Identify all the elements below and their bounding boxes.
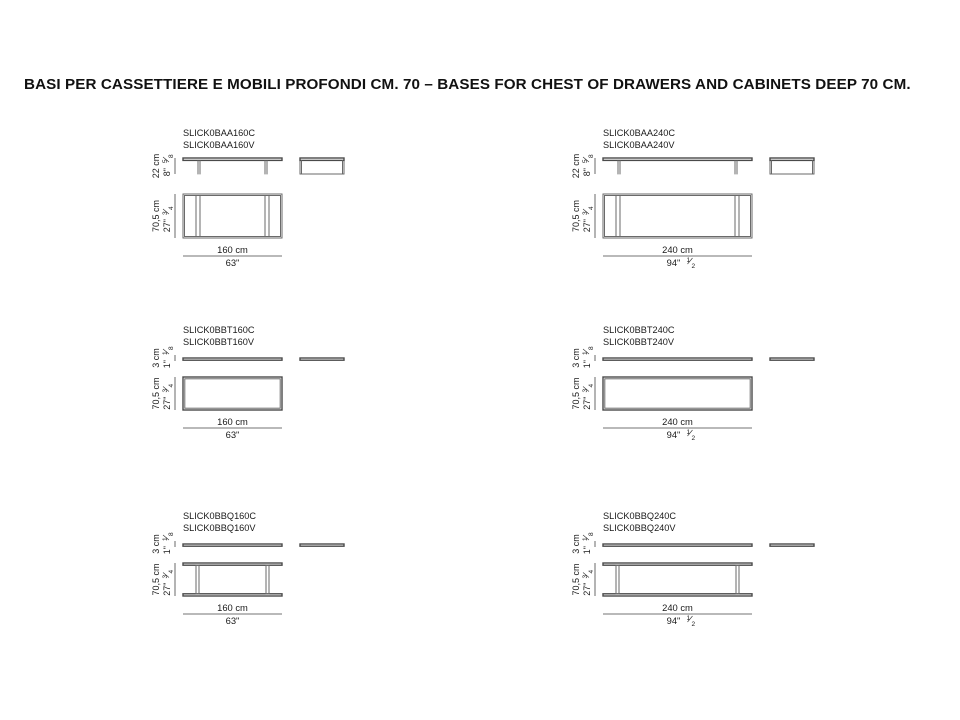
height-fraction-den: 8 — [168, 154, 175, 158]
depth-fraction-num: 3 — [162, 388, 169, 393]
product-code: SLICK0BBQ240V — [603, 523, 676, 533]
height-fraction-den: 8 — [588, 532, 595, 536]
width-fraction-num: 1 — [686, 257, 691, 264]
width-fraction-num: 1 — [686, 429, 691, 436]
product-code: SLICK0BBQ160C — [183, 511, 257, 521]
height-fraction — [162, 532, 175, 541]
base-drawing-2 — [571, 128, 814, 270]
plan-leg — [616, 565, 619, 594]
height-fraction — [582, 346, 595, 355]
product-code: SLICK0BAA240V — [603, 140, 675, 150]
height-fraction-num: 1 — [162, 351, 169, 355]
plan-inner — [605, 379, 750, 408]
product-code: SLICK0BAA160C — [183, 128, 256, 138]
depth-cm-label: 70,5 cm — [151, 199, 161, 233]
depth-cm-label: 70,5 cm — [571, 199, 581, 233]
front-plate — [183, 544, 282, 546]
depth-fraction — [582, 384, 595, 393]
height-cm-label: 3 cm — [151, 348, 161, 368]
plan-outline — [183, 377, 282, 410]
front-top-plate — [603, 158, 752, 160]
height-fraction-den: 8 — [588, 346, 595, 350]
width-cm-label: 240 cm — [662, 416, 693, 427]
height-fraction-num: 5 — [582, 159, 589, 163]
height-in-label: 1" — [162, 546, 172, 555]
depth-fraction — [582, 570, 595, 579]
height-in-label: 1" — [582, 546, 592, 555]
plan-outline — [183, 194, 282, 238]
depth-fraction-den: 4 — [168, 569, 175, 574]
width-in-label: 94" — [666, 429, 681, 440]
product-code: SLICK0BBT160C — [183, 325, 255, 335]
front-top-plate — [183, 158, 282, 160]
height-fraction-num: 5 — [162, 159, 169, 163]
depth-fraction-num: 3 — [582, 388, 589, 393]
depth-fraction-den: 4 — [588, 383, 595, 388]
base-drawing-3 — [151, 325, 344, 440]
height-fraction-den: 8 — [588, 154, 595, 158]
width-cm-label: 160 cm — [217, 602, 248, 613]
product-code: SLICK0BBT240C — [603, 325, 675, 335]
plan-inner — [185, 379, 280, 408]
height-fraction — [582, 154, 595, 163]
plan-outline — [603, 377, 752, 410]
width-fraction-den: 2 — [691, 435, 696, 442]
width-fraction-den: 2 — [691, 263, 696, 270]
front-plate — [603, 544, 752, 546]
height-fraction — [162, 154, 175, 163]
plan-bar-top — [603, 563, 752, 565]
plan-inner — [185, 196, 281, 237]
height-cm-label: 22 cm — [571, 153, 581, 179]
side-view-plate — [300, 544, 344, 546]
base-drawing-1 — [151, 128, 344, 268]
plan-inner — [605, 196, 751, 237]
product-code: SLICK0BBQ240C — [603, 511, 677, 521]
side-view-plate — [300, 358, 344, 360]
width-fraction-den: 2 — [691, 621, 696, 628]
depth-fraction — [162, 384, 175, 393]
depth-fraction-den: 4 — [588, 206, 595, 210]
product-code: SLICK0BBT240V — [603, 337, 674, 347]
product-code: SLICK0BAA160V — [183, 140, 255, 150]
plan-leg — [736, 565, 739, 594]
depth-in-label: 27" — [582, 219, 592, 233]
width-in-label: 94" — [666, 615, 681, 626]
height-fraction-num: 1 — [162, 537, 169, 541]
plan-leg — [196, 565, 199, 594]
depth-cm-label: 70,5 cm — [151, 377, 161, 410]
front-plate — [603, 358, 752, 360]
page-title: BASI PER CASSETTIERE E MOBILI PROFONDI CM. 70 – BASES FOR CHEST OF DRAWERS AND CABINETS DEEP 70 CM. — [24, 76, 911, 93]
width-fraction — [687, 615, 696, 628]
height-fraction-num: 1 — [582, 537, 589, 541]
front-plate — [183, 358, 282, 360]
height-cm-label: 22 cm — [151, 153, 161, 179]
depth-in-label: 27" — [162, 396, 172, 410]
side-view-top — [300, 158, 344, 160]
depth-cm-label: 70,5 cm — [151, 563, 161, 596]
depth-fraction — [162, 570, 175, 579]
height-in-label: 1" — [162, 360, 172, 369]
depth-in-label: 27" — [582, 582, 592, 596]
depth-in-label: 27" — [582, 396, 592, 410]
side-view-plate — [770, 544, 814, 546]
height-cm-label: 3 cm — [571, 534, 581, 554]
product-code: SLICK0BBQ160V — [183, 523, 256, 533]
depth-in-label: 27" — [162, 219, 172, 233]
base-drawing-6 — [571, 511, 814, 628]
height-cm-label: 3 cm — [151, 534, 161, 554]
depth-fraction-num: 3 — [162, 211, 169, 215]
depth-cm-label: 70,5 cm — [571, 377, 581, 410]
width-cm-label: 160 cm — [217, 244, 248, 255]
width-in-label: 63" — [225, 615, 240, 626]
height-in-label: 8" — [162, 168, 172, 177]
depth-fraction — [162, 206, 175, 215]
height-in-label: 1" — [582, 360, 592, 369]
plan-bar-bottom — [603, 594, 752, 596]
height-in-label: 8" — [582, 168, 592, 177]
plan-leg — [266, 565, 269, 594]
depth-fraction-den: 4 — [588, 569, 595, 574]
height-fraction — [162, 346, 175, 355]
base-drawing-5 — [151, 511, 344, 626]
base-drawing-4 — [571, 325, 814, 442]
height-cm-label: 3 cm — [571, 348, 581, 368]
width-cm-label: 160 cm — [217, 416, 248, 427]
width-in-label: 63" — [225, 257, 240, 268]
height-fraction — [582, 532, 595, 541]
side-view-top — [770, 158, 814, 160]
side-view-plate — [770, 358, 814, 360]
depth-fraction-num: 3 — [582, 574, 589, 579]
depth-fraction-num: 3 — [582, 211, 589, 215]
height-fraction-den: 8 — [168, 346, 175, 350]
width-in-label: 94" — [666, 257, 681, 268]
width-in-label: 63" — [225, 429, 240, 440]
width-cm-label: 240 cm — [662, 602, 693, 613]
product-code: SLICK0BAA240C — [603, 128, 676, 138]
depth-fraction-num: 3 — [162, 574, 169, 579]
depth-fraction-den: 4 — [168, 206, 175, 210]
depth-in-label: 27" — [162, 582, 172, 596]
height-fraction-num: 1 — [582, 351, 589, 355]
width-fraction-num: 1 — [686, 615, 691, 622]
product-code: SLICK0BBT160V — [183, 337, 254, 347]
depth-cm-label: 70,5 cm — [571, 563, 581, 596]
plan-outline — [603, 194, 752, 238]
width-fraction — [687, 257, 696, 270]
width-cm-label: 240 cm — [662, 244, 693, 255]
depth-fraction — [582, 206, 595, 215]
height-fraction-den: 8 — [168, 532, 175, 536]
depth-fraction-den: 4 — [168, 383, 175, 388]
width-fraction — [687, 429, 696, 442]
